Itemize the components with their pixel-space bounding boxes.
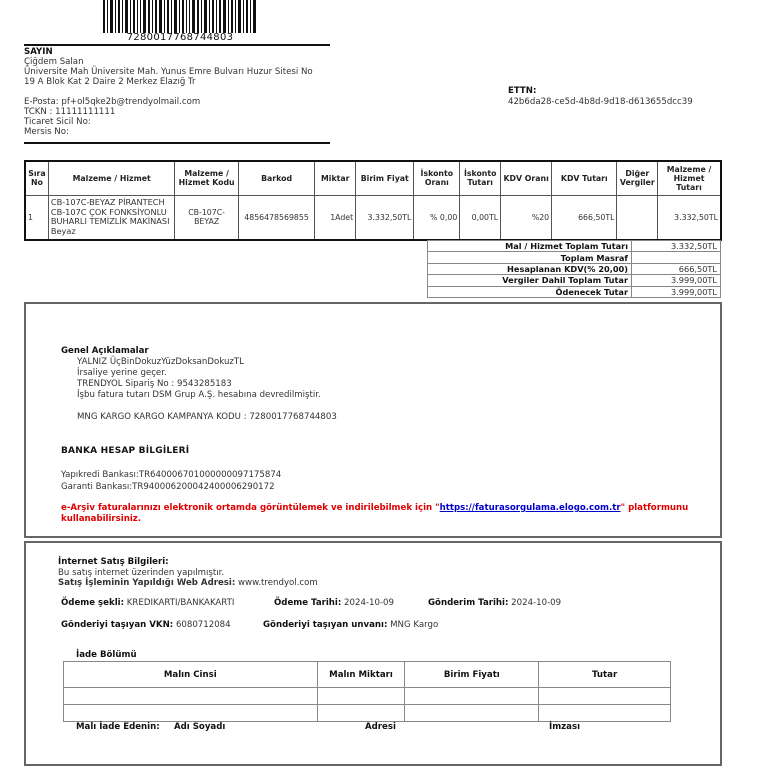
- shipping-date-value: 2024-10-09: [511, 598, 562, 608]
- buyer-label: SAYIN: [24, 47, 53, 57]
- cell-kdv-orani: %20: [501, 195, 552, 240]
- barcode-number: 7280017768744803: [126, 32, 234, 43]
- buyer-divider: [24, 142, 330, 144]
- bank-line: Garanti Bankası:TR940006200042400006290172: [61, 482, 275, 492]
- payment-date: [274, 598, 394, 608]
- total-label: Mal / Hizmet Toplam Tutarı: [428, 241, 632, 252]
- return-table: [63, 661, 671, 722]
- payment-date-label: Ödeme Tarihi:: [274, 598, 342, 608]
- totals-row: [428, 275, 721, 286]
- column-header: Miktar: [315, 161, 356, 195]
- return-address-label: Adresi: [365, 722, 396, 732]
- internet-line: Bu satış internet üzerinden yapılmıştır.: [58, 567, 225, 578]
- column-header: Barkod: [238, 161, 315, 195]
- cell-kdv-tutari: 666,50TL: [552, 195, 617, 240]
- totals-row: [428, 252, 721, 263]
- buyer-address-line2: 19 A Blok Kat 2 Daire 2 Merkez Elazığ Tr: [24, 77, 196, 87]
- items-table: [24, 160, 722, 241]
- column-header: Malzeme / Hizmet: [48, 161, 175, 195]
- cell-tutar: 3.332,50TL: [658, 195, 721, 240]
- web-label: Satış İşleminin Yapıldığı Web Adresi:: [58, 578, 236, 588]
- table-row: [64, 705, 671, 722]
- totals-row: [428, 286, 721, 297]
- payment-date-value: 2024-10-09: [344, 598, 394, 608]
- carrier-vkn: [61, 620, 231, 630]
- column-header: KDV Tutarı: [552, 161, 617, 195]
- return-signature-label: İmzası: [549, 722, 581, 732]
- total-value: 3.999,00TL: [632, 275, 721, 286]
- carrier-vkn-value: 6080712084: [175, 620, 231, 630]
- buyer-email: E-Posta: pf+ol5qke2b@trendyolmail.com: [24, 97, 201, 107]
- barcode: [100, 0, 260, 44]
- notes-line: YALNIZ ÜçBinDokuzYüzDoksanDokuzTL: [77, 357, 244, 367]
- internet-title: İnternet Satış Bilgileri:: [58, 557, 169, 567]
- buyer-name: Çiğdem Salan: [24, 57, 84, 67]
- total-label: Hesaplanan KDV(% 20,00): [428, 263, 632, 274]
- header-divider: [24, 44, 330, 46]
- bank-info: [61, 469, 281, 493]
- notes-line: İrsaliye yerine geçer.: [77, 368, 167, 378]
- totals-row: [428, 241, 721, 252]
- ettn-label: ETTN:: [508, 86, 537, 96]
- carrier-name: [263, 620, 438, 630]
- totals-row: [428, 263, 721, 274]
- cell-iskonto-tutari: 0,00TL: [460, 195, 501, 240]
- shipping-date: [428, 598, 561, 608]
- return-person-label: Malı İade Edenin:: [76, 722, 160, 732]
- cell-barkod: 4856478569855: [238, 195, 315, 240]
- earsiv-text-before: e-Arşiv faturalarınızı elektronik ortamda görüntülemek ve indirilebilmek için ": [61, 503, 440, 513]
- carrier-name-value: MNG Kargo: [390, 620, 439, 630]
- total-value: [632, 252, 721, 263]
- notes-line: MNG KARGO KARGO KAMPANYA KODU : 7280017768744803: [77, 412, 337, 422]
- return-name-label: Adı Soyadı: [174, 722, 226, 732]
- column-header: Tutar: [539, 662, 671, 688]
- internet-sales-info: [58, 557, 318, 589]
- earsiv-link[interactable]: https://faturasorgulama.elogo.com.tr: [439, 503, 621, 513]
- column-header: Malzeme / Hizmet Kodu: [175, 161, 238, 195]
- column-header: Malın Miktarı: [317, 662, 405, 688]
- total-label: Vergiler Dahil Toplam Tutar: [428, 275, 632, 286]
- total-value: 3.999,00TL: [632, 286, 721, 297]
- column-header: Sıra No: [25, 161, 48, 195]
- buyer-info: [24, 47, 334, 137]
- cell-diger-vergiler: [617, 195, 658, 240]
- column-header: Birim Fiyatı: [405, 662, 539, 688]
- notes-title: Genel Açıklamalar: [61, 346, 149, 356]
- payment-type-label: Ödeme şekli:: [61, 598, 125, 608]
- bank-line: Yapıkredi Bankası:TR640006701000000097175874: [61, 470, 282, 480]
- column-header: Malzeme / Hizmet Tutarı: [658, 161, 721, 195]
- cell-iskonto-orani: % 0,00: [414, 195, 460, 240]
- carrier-name-label: Gönderiyi taşıyan unvanı:: [263, 620, 388, 630]
- buyer-mersis: Mersis No:: [24, 127, 69, 137]
- earsiv-text-after: " platformunu kullanabilirsiniz.: [61, 503, 689, 524]
- total-label: Toplam Masraf: [428, 252, 632, 263]
- column-header: Malın Cinsi: [64, 662, 318, 688]
- total-label: Ödenecek Tutar: [428, 286, 632, 297]
- column-header: KDV Oranı: [501, 161, 552, 195]
- table-row: [25, 195, 721, 240]
- cell-birim-fiyat: 3.332,50TL: [356, 195, 414, 240]
- notes-line: İşbu fatura tutarı DSM Grup A.Ş. hesabına devredilmiştir.: [77, 390, 321, 400]
- bank-title: BANKA HESAP BİLGİLERİ: [61, 446, 190, 456]
- items-header-row: [25, 161, 721, 195]
- column-header: Diğer Vergiler: [617, 161, 658, 195]
- general-notes: [61, 346, 337, 423]
- earsiv-notice: [61, 503, 701, 525]
- notes-line: TRENDYOL Sipariş No : 9543285183: [77, 379, 232, 389]
- totals-table: [427, 240, 721, 298]
- column-header: İskonto Oranı: [414, 161, 460, 195]
- web-value: www.trendyol.com: [238, 578, 318, 588]
- payment-type-value: KREDIKARTI/BANKAKARTI: [126, 598, 235, 608]
- return-section-title: İade Bölümü: [76, 650, 137, 660]
- buyer-address-line1: Üniversite Mah Üniversite Mah. Yunus Emre Bulvarı Huzur Sitesi No: [24, 67, 313, 77]
- cell-sira: 1: [25, 195, 48, 240]
- buyer-ticaret-sicil: Ticaret Sicil No:: [24, 117, 91, 127]
- column-header: Birim Fiyat: [356, 161, 414, 195]
- total-value: 3.332,50TL: [632, 241, 721, 252]
- payment-type: [61, 598, 234, 608]
- buyer-tckn: TCKN : 11111111111: [24, 107, 116, 117]
- barcode-bars: [100, 0, 260, 33]
- total-value: 666,50TL: [632, 263, 721, 274]
- return-header-row: [64, 662, 671, 688]
- table-row: [64, 688, 671, 705]
- column-header: İskonto Tutarı: [460, 161, 501, 195]
- cell-malzeme: CB-107C-BEYAZ PİRANTECH CB-107C ÇOK FONKSİYONLU BUHARLI TEMİZLİK MAKİNASI Beyaz: [48, 195, 175, 240]
- ettn-value: 42b6da28-ce5d-4b8d-9d18-d613655dcc39: [508, 97, 693, 107]
- cell-kod: CB-107C-BEYAZ: [175, 195, 238, 240]
- cell-miktar: 1Adet: [315, 195, 356, 240]
- ettn-block: [508, 86, 693, 108]
- carrier-vkn-label: Gönderiyi taşıyan VKN:: [61, 620, 174, 630]
- shipping-date-label: Gönderim Tarihi:: [428, 598, 509, 608]
